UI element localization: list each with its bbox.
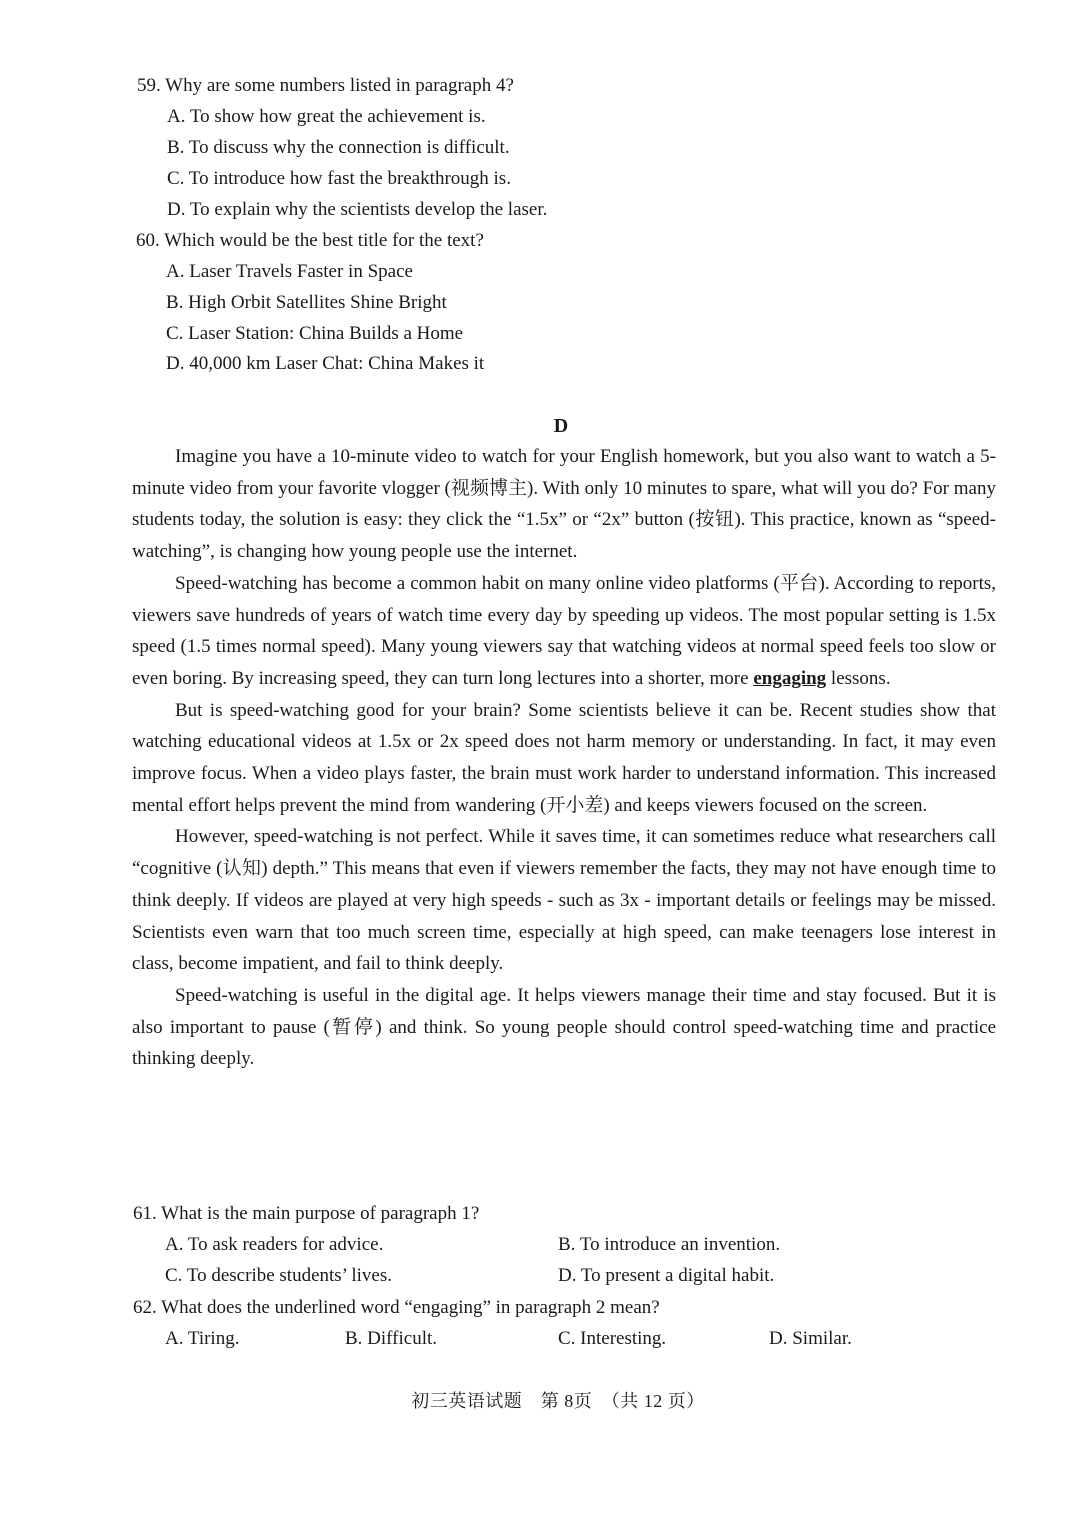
question-61-option-c: C. To describe students’ lives. xyxy=(165,1265,392,1286)
question-60-stem: 60. Which would be the best title for the text? xyxy=(136,230,484,251)
passage-paragraph-3: But is speed-watching good for your brain? Some scientists believe it can be. Recent studies show that watching educational videos at 1.5x or 2x speed does not harm memory or understanding. In fact, it may even improve focus. When a video plays faster, the brain must work harder to understand information. This increased mental effort helps prevent the mind from wandering (开小差) and keeps viewers focused on the screen. xyxy=(132,699,996,816)
question-60-option-b: B. High Orbit Satellites Shine Bright xyxy=(166,292,447,313)
question-59-stem: 59. Why are some numbers listed in paragraph 4? xyxy=(137,75,514,96)
question-60-option-a: A. Laser Travels Faster in Space xyxy=(166,261,413,282)
question-62-option-a: A. Tiring. xyxy=(165,1328,240,1349)
passage-paragraph-5: Speed-watching is useful in the digital age. It helps viewers manage their time and stay focused. But it is also important to pause (暂停) and think. So young people should control speed-watching time and practice thinking deeply. xyxy=(132,984,996,1070)
question-59-option-c: C. To introduce how fast the breakthrough is. xyxy=(167,168,511,189)
question-60-option-d: D. 40,000 km Laser Chat: China Makes it xyxy=(166,353,485,374)
question-60-option-c: C. Laser Station: China Builds a Home xyxy=(166,323,464,344)
passage-paragraph-1: Imagine you have a 10-minute video to watch for your English homework, but you also want to watch a 5-minute video from your favorite vlogger (视频博主). With only 10 minutes to spare, what will you do? For many students today, the solution is easy: they click the “1.5x” or “2x” button (按钮). This practice, known as “speed-watching”, is changing how young people use the internet. xyxy=(132,446,996,563)
page-footer: 初三英语试题 第 8页 （共 12 页） xyxy=(411,1391,705,1411)
question-59-option-d: D. To explain why the scientists develop the laser. xyxy=(167,199,548,220)
passage-paragraph-2-text-start: Speed-watching has become a common habit on many online video platforms (平台). According to reports, viewers save hundreds of years of watch time every day by speeding up videos. The most popular setting is 1.5x speed (1.5 times normal speed). Many young viewers say that watching videos at normal speed feels too slow or even boring. By increasing speed, they can turn long lectures into a shorter, more xyxy=(132,572,996,689)
section-heading: D xyxy=(553,415,569,437)
question-59-option-a: A. To show how great the achievement is. xyxy=(167,106,486,127)
passage-paragraph-2 xyxy=(132,568,996,695)
question-62-stem: 62. What does the underlined word “engaging” in paragraph 2 mean? xyxy=(133,1297,660,1318)
question-62-option-c: C. Interesting. xyxy=(558,1328,667,1349)
reading-passage xyxy=(132,441,996,1075)
question-62-option-b: B. Difficult. xyxy=(345,1328,438,1349)
question-61-option-a: A. To ask readers for advice. xyxy=(165,1234,384,1255)
passage-paragraph-4: However, speed-watching is not perfect. While it saves time, it can sometimes reduce what researchers call “cognitive (认知) depth.” This means that even if viewers remember the facts, they may not have enough time to think deeply. If videos are played at very high speeds - such as 3x - important details or feelings may be missed. Scientists even warn that too much screen time, especially at high speed, can make teenagers lose interest in class, become impatient, and fail to think deeply. xyxy=(132,826,996,975)
question-61-option-b: B. To introduce an invention. xyxy=(558,1234,781,1255)
question-59-option-b: B. To discuss why the connection is difficult. xyxy=(167,137,510,158)
underlined-word: engaging xyxy=(753,667,827,689)
question-61-stem: 61. What is the main purpose of paragraph 1? xyxy=(133,1203,480,1224)
question-62-option-d: D. Similar. xyxy=(769,1328,852,1349)
question-61-option-d: D. To present a digital habit. xyxy=(558,1265,775,1286)
passage-paragraph-2-text-end: lessons. xyxy=(826,667,891,689)
